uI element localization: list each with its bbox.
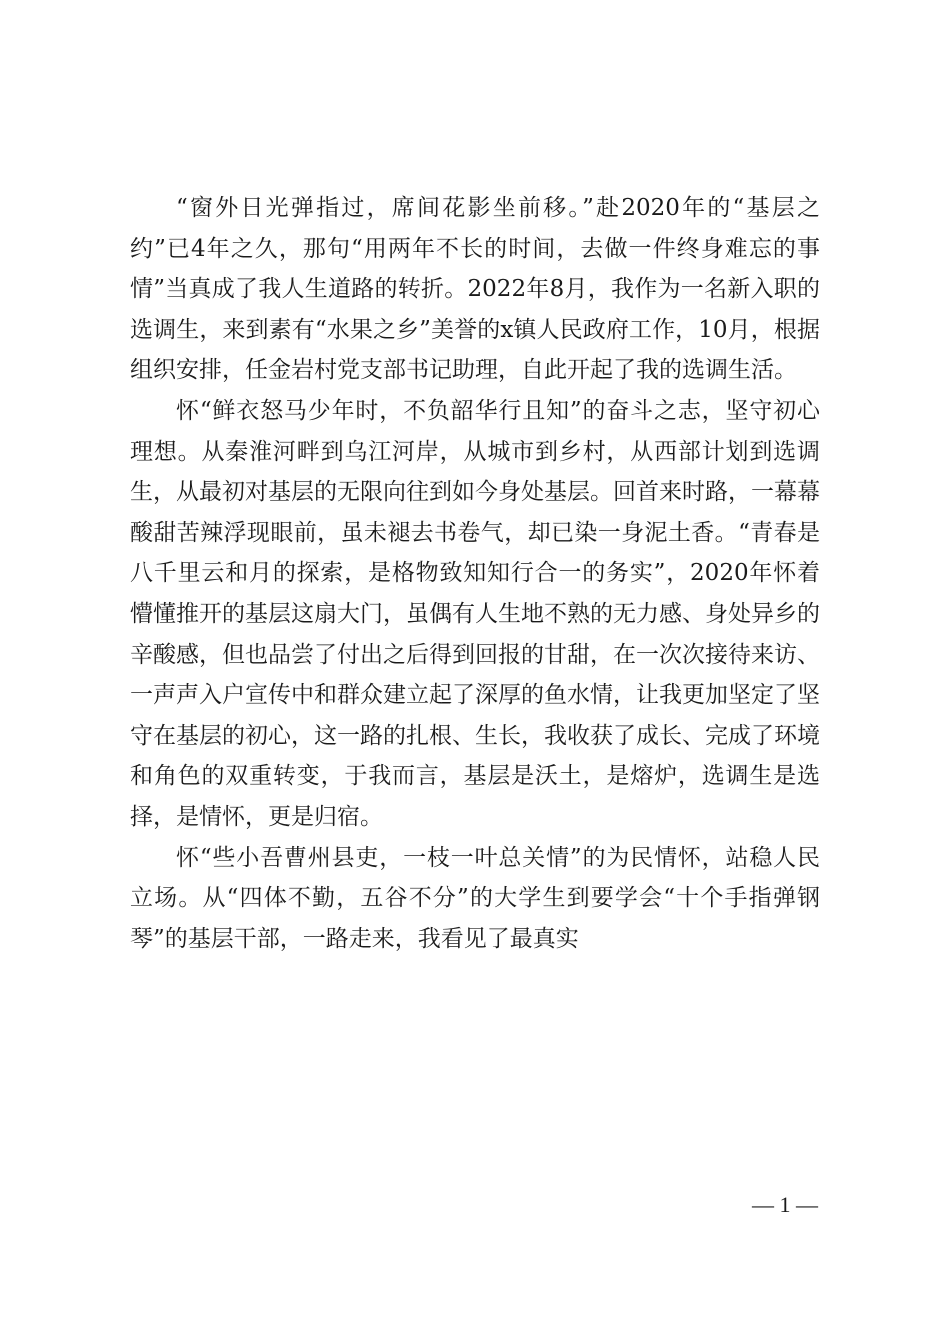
page-number: — 1 — [752, 1192, 818, 1217]
paragraph-2: 怀“鲜衣怒马少年时，不负韶华行且知”的奋斗之志，坚守初心理想。从秦淮河畔到乌江河岸，从城市到乡村，从西部计划到选调生，从最初对基层的无限向往到如今身处基层。回首来时路，一幕幕酸甜苦辣浮现眼前，虽未褪去书卷气，却已染一身泥土香。“青春是八千里云和月的探索，是格物致知知行合一的务实”，2020年怀着懵懂推开的基层这扇大门，虽偶有人生地不熟的无力感、身处异乡的辛酸感，但也品尝了付出之后得到回报的甘甜，在一次次接待来访、一声声入户宣传中和群众建立起了深厚的鱼水情，让我更加坚定了坚守在基层的初心，这一路的扎根、生长，我收获了成长、完成了环境和角色的双重转变，于我而言，基层是沃土，是熔炉，选调生是选择，是情怀，更是归宿。 [130, 397, 820, 830]
body-text [130, 188, 820, 959]
paragraph-3: 怀“些小吾曹州县吏，一枝一叶总关情”的为民情怀，站稳人民立场。从“四体不勤，五谷不分”的大学生到要学会“十个手指弹钢琴”的基层干部，一路走来，我看见了最真实 [130, 844, 820, 952]
paragraph-1: “窗外日光弹指过，席间花影坐前移。”赴2020年的“基层之约”已4年之久，那句“用两年不长的时间，去做一件终身难忘的事情”当真成了我人生道路的转折。2022年8月，我作为一名新入职的选调生，来到素有“水果之乡”美誉的x镇人民政府工作，10月，根据组织安排，任金岩村党支部书记助理，自此开起了我的选调生活。 [130, 195, 820, 384]
